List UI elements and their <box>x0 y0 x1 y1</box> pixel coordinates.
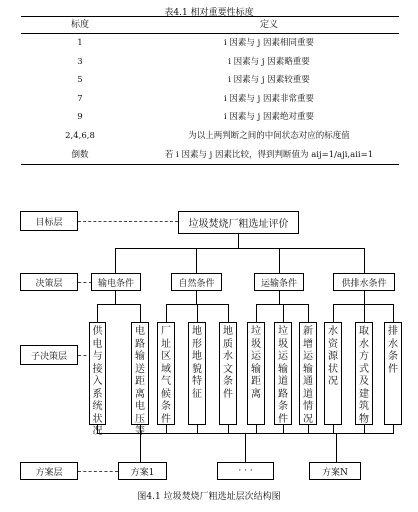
connector-line <box>97 304 140 305</box>
connector-line <box>336 433 337 462</box>
connector-line <box>308 304 309 322</box>
scheme-node-n: 方案N <box>309 462 361 480</box>
level-label-criteria: 决策层 <box>20 273 78 291</box>
connector-line <box>115 290 116 304</box>
level-separator <box>78 282 92 283</box>
table-cell-scale: 9 <box>77 112 83 123</box>
connector-line <box>333 304 393 305</box>
connector-line <box>140 304 141 322</box>
subcriteria-node: 厂 址 区 域 气 候 条 件 <box>157 322 175 425</box>
connector-line <box>364 425 365 433</box>
level-label-subcriteria: 子决策层 <box>20 345 78 365</box>
subcriteria-node: 新 增 运 输 通 道 情 况 <box>299 322 317 425</box>
table-header-definition: 定义 <box>259 20 278 30</box>
connector-line <box>197 304 198 322</box>
subcriteria-node: 地 形 地 貌 特 征 <box>188 322 206 425</box>
connector-line <box>166 304 167 322</box>
subcriteria-node: 水 资 源 状 况 <box>324 322 342 425</box>
connector-line <box>333 425 334 433</box>
connector-line <box>228 304 229 322</box>
connector-line <box>166 425 167 433</box>
subcriteria-node: 取 水 方 式 及 建 筑 物 <box>355 322 373 425</box>
table-cell-definition: i 因素与 j 因素非常重要 <box>224 93 314 104</box>
table-caption: 表4.1 相对重要性标度 <box>164 8 254 18</box>
subcriteria-node: 垃 圾 运 输 距 离 <box>247 322 265 425</box>
table-cell-scale: 1 <box>77 38 83 48</box>
scheme-node-1: 方案1 <box>118 462 167 480</box>
level-separator <box>78 471 118 472</box>
table-row <box>21 34 399 53</box>
table-row <box>21 71 399 90</box>
table-row <box>21 53 399 72</box>
subcriteria-node: 地 质 水 文 条 件 <box>219 322 237 425</box>
connector-line <box>393 304 394 322</box>
connector-line <box>115 248 116 273</box>
connector-line <box>196 290 197 304</box>
table-cell-scale: 5 <box>77 75 83 86</box>
connector-line <box>245 433 246 462</box>
connector-line <box>393 425 394 433</box>
connector-line <box>279 290 280 304</box>
table-cell-definition: i 因素与 j 因素略重要 <box>228 56 310 67</box>
subcriteria-node: 垃 圾 运 输 道 路 条 件 <box>274 322 292 425</box>
connector-line <box>256 304 257 322</box>
table-cell-definition: i 因素与 j 因素绝对重要 <box>224 112 314 123</box>
table-cell-scale: 3 <box>77 56 83 67</box>
subcriteria-node: 电 路 输 送 距 离 电 压 等 <box>131 322 149 425</box>
table-row <box>21 90 399 109</box>
table-header-row <box>21 17 399 34</box>
table-cell-definition: 为以上两判断之间的中间状态对应的标度值 <box>188 130 350 141</box>
table-row <box>21 127 399 146</box>
connector-line <box>196 248 197 273</box>
connector-line <box>364 290 365 304</box>
table-row <box>21 146 399 165</box>
connector-line <box>283 304 284 322</box>
scheme-node-ellipsis: · · · <box>217 462 274 480</box>
connector-line <box>97 304 98 322</box>
connector-line <box>228 425 229 433</box>
level-label-scheme: 方案层 <box>20 462 78 480</box>
criteria-node-transport: 运输条件 <box>254 273 304 291</box>
subcriteria-node: 排 水 条 件 <box>384 322 402 425</box>
connector-line <box>197 425 198 433</box>
criteria-node-water: 供排水条件 <box>333 273 395 291</box>
table-cell-definition: 若 i 因素与 j 因素比较，得到判断值为 aij=1/aji,aii=1 <box>164 149 374 160</box>
level-separator <box>78 221 178 222</box>
connector-line <box>256 304 308 305</box>
level-label-goal: 目标层 <box>20 211 78 231</box>
connector-line <box>308 425 309 433</box>
table-cell-scale: 2,4,6,8 <box>65 130 95 141</box>
connector-line <box>279 248 280 273</box>
connector-line <box>364 304 365 322</box>
table-header-scale: 标度 <box>70 20 89 30</box>
table-cell-definition: i 因素与 j 因素较重要 <box>228 75 310 86</box>
goal-node: 垃圾焚烧厂粗选址评价 <box>178 211 299 234</box>
connector-line <box>333 304 334 322</box>
connector-line <box>115 248 364 249</box>
criteria-node-power: 输电条件 <box>91 273 141 291</box>
connector-line <box>238 234 239 248</box>
connector-line <box>256 425 257 433</box>
figure-caption: 图4.1 垃圾焚烧厂粗选址层次结构图 <box>137 492 281 502</box>
criteria-node-natural: 自然条件 <box>171 273 222 291</box>
importance-scale-table <box>21 16 399 165</box>
table-cell-definition: i 因素与 j 因素相同重要 <box>224 38 314 48</box>
subcriteria-node: 供 电 与 接 入 系 统 状 况 <box>89 322 106 425</box>
table-cell-scale: 倒数 <box>71 149 89 160</box>
table-cell-scale: 7 <box>77 93 83 104</box>
connector-line <box>283 425 284 433</box>
table-row <box>21 108 399 127</box>
connector-line <box>364 248 365 273</box>
